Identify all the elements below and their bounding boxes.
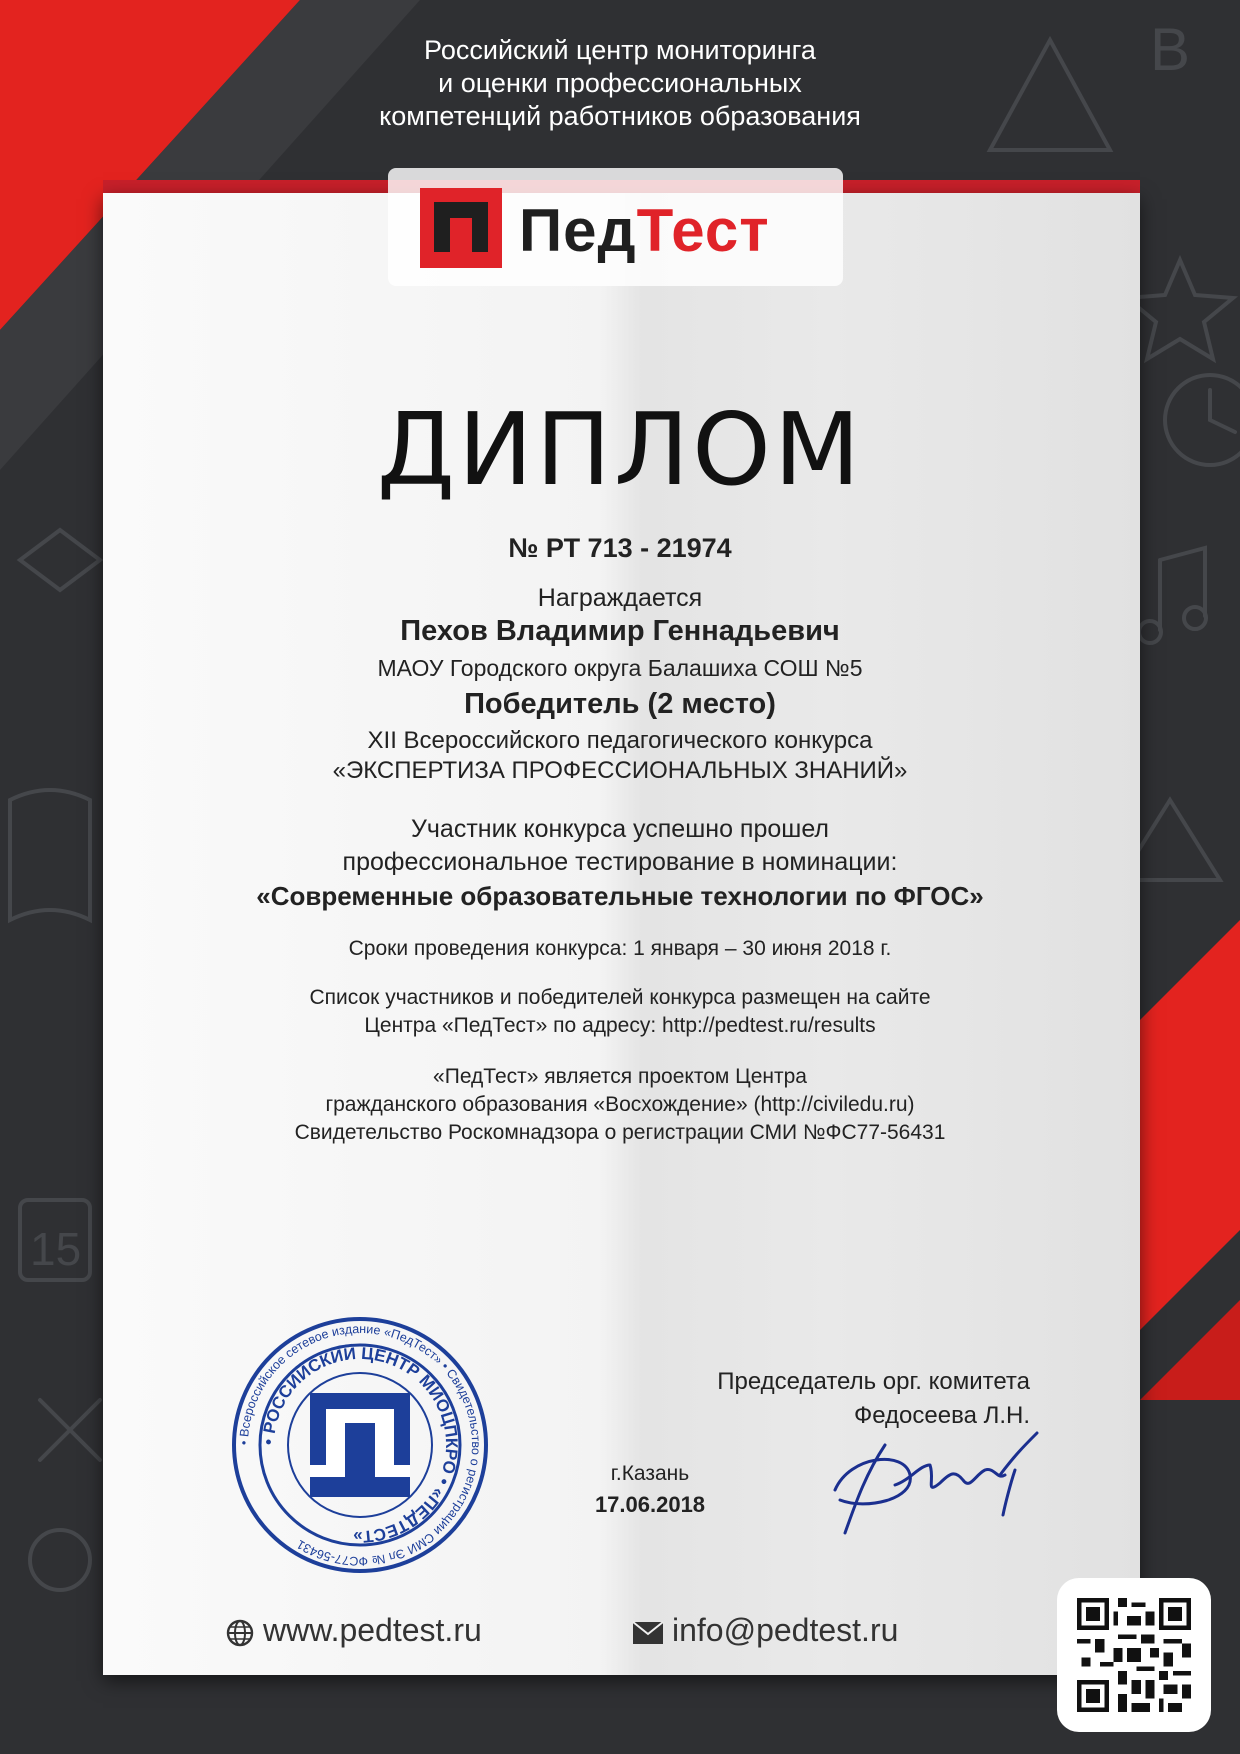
org-line: Российский центр мониторинга <box>424 35 816 65</box>
handwritten-signature <box>825 1425 1045 1545</box>
results-list-line1: Список участников и победителей конкурса размещен на сайте <box>309 986 931 1009</box>
recipient-organization: МАОУ Городского округа Балашиха СОШ №5 <box>377 655 863 681</box>
globe-icon <box>225 1618 255 1648</box>
email-text: info@pedtest.ru <box>672 1612 899 1648</box>
stamp-outer-text: • Всероссийское сетевое издание «ПедТест» • Свидетельство о регистрации СМИ Эл № ФС77-56431 <box>236 1321 484 1569</box>
org-line: компетенций работников образования <box>379 101 861 131</box>
website-link[interactable] <box>225 1612 482 1649</box>
awarded-label: Награждается <box>537 584 703 612</box>
award-place: Победитель (2 место) <box>464 688 776 720</box>
project-info-line3: Свидетельство Роскомнадзора о регистрации СМИ №ФС77-56431 <box>294 1121 946 1144</box>
email-link[interactable] <box>632 1612 898 1649</box>
nomination: «Современные образовательные технологии по ФГОС» <box>256 881 984 911</box>
passed-text-line2: профессиональное тестирование в номинации: <box>342 848 898 876</box>
organization-header <box>300 34 940 133</box>
results-list-line2: Центра «ПедТест» по адресу: http://pedtest.ru/results <box>364 1014 876 1037</box>
website-text: www.pedtest.ru <box>263 1612 482 1648</box>
diploma-number: № РТ 713 - 21974 <box>508 533 732 563</box>
signature-role: Председатель орг. комитета <box>717 1368 1030 1395</box>
svg-text:15: 15 <box>30 1223 82 1275</box>
project-info-line1: «ПедТест» является проектом Центра <box>433 1065 807 1088</box>
svg-text:B: B <box>1150 16 1191 83</box>
stamp-inner-text: • РОССИЙСКИЙ ЦЕНТР МИОЦПКРО • «ПЕДТЕСТ» <box>258 1343 462 1547</box>
passed-text-line1: Участник конкурса успешно прошел <box>411 815 829 843</box>
city: г.Казань <box>610 1462 690 1485</box>
org-line: и оценки профессиональных <box>438 68 802 98</box>
qr-code-icon[interactable] <box>1077 1598 1191 1712</box>
pedtest-logo-text <box>519 196 770 266</box>
mail-icon <box>632 1621 664 1645</box>
pedtest-logo-icon <box>420 188 502 268</box>
contest-dates: Сроки проведения конкурса: 1 января – 30 июня 2018 г. <box>348 937 892 960</box>
recipient-name: Пехов Владимир Геннадьевич <box>400 615 840 647</box>
logo-text-red: Тест <box>636 197 770 264</box>
contest-name-line2: «ЭКСПЕРТИЗА ПРОФЕССИОНАЛЬНЫХ ЗНАНИЙ» <box>332 757 908 784</box>
logo-text-dark: Пед <box>519 197 637 264</box>
diploma-title: ДИПЛОМ <box>376 391 864 508</box>
signature-name: Федосеева Л.Н. <box>853 1402 1030 1429</box>
contest-name-line1: XII Всероссийского педагогического конкурса <box>367 727 873 754</box>
official-stamp <box>230 1315 490 1575</box>
issue-date: 17.06.2018 <box>594 1492 706 1517</box>
project-info-line2: гражданского образования «Восхождение» (http://civiledu.ru) <box>325 1093 915 1116</box>
